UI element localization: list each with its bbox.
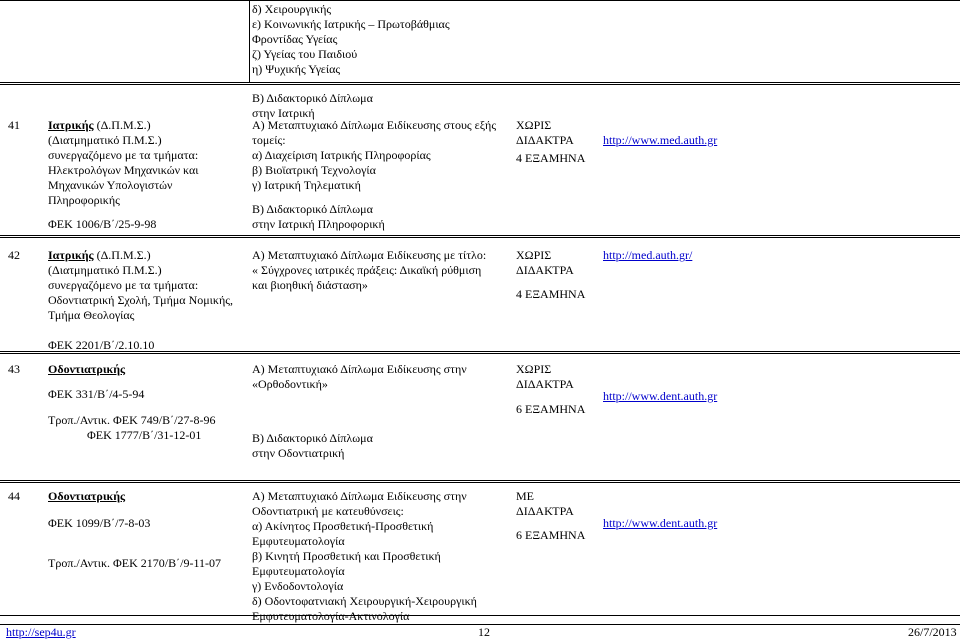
dept-suffix: (Δ.Π.Μ.Σ.) [93,248,151,262]
program-line: α) Διαχείριση Ιατρικής Πληροφορίας [252,148,431,162]
fek-line: ΦΕΚ 2201/Β΄/2.10.10 [48,338,155,352]
dept-cell [48,248,233,353]
dept-line: (Διατμηματικό Π.Μ.Σ.) [48,133,162,147]
dept-line: Μηχανικών Υπολογιστών [48,178,173,192]
dept-cell [48,118,199,232]
col-divider [249,0,250,82]
fees-line: ΔΙΔΑΚΤΡΑ [516,504,574,518]
dept-line: (Διατμηματικό Π.Μ.Σ.) [48,263,162,277]
fek-line: ΦΕΚ 331/Β΄/4-5-94 [48,387,145,401]
dept-line: Τμήμα Θεολογίας [48,308,135,322]
dept-cell [48,489,221,571]
row-number: 41 [8,118,20,132]
dept-line: Οδοντιατρική Σχολή, Τμήμα Νομικής, [48,293,233,307]
program-line: γ) Ενδοδοντολογία [252,579,344,593]
row-divider [0,82,960,83]
row-divider [0,84,960,85]
program-cell [252,489,477,624]
dept-title: Ιατρικής [48,248,94,262]
dept-title: Οδοντιατρικής [48,489,126,503]
program-line: Α) Μεταπτυχιακό Δίπλωμα Ειδίκευσης στην [252,362,467,376]
program-line: και βιοηθική διάσταση» [252,278,368,292]
fees-line: ΧΩΡΙΣ [516,118,552,132]
program-line: τομείς: [252,133,286,147]
dept-title: Ιατρικής [48,118,94,132]
top-fragment [252,2,450,121]
program-cell [252,362,467,461]
fees-cell [516,248,585,302]
fees-line: 4 ΕΞΑΜΗΝΑ [516,287,586,301]
row-number: 43 [8,362,20,376]
top-line: ε) Κοινωνικής Ιατρικής – Πρωτοβάθμιας [252,17,450,31]
program-line: Εμφυτευματολογία-Ακτινολογία [252,609,410,623]
dept-url-link[interactable]: http://med.auth.gr/ [603,248,693,262]
fees-cell [516,362,585,417]
footer-site-link[interactable]: http://sep4u.gr [6,625,76,639]
fees-cell [516,118,585,166]
program-line: «Ορθοδοντική» [252,377,328,391]
fek-line: ΦΕΚ 1777/Β΄/31-12-01 [87,428,202,442]
row-number: 44 [8,489,20,503]
program-line: Β) Διδακτορικό Δίπλωμα [252,202,373,216]
program-line: στην Οδοντιατρική [252,446,345,460]
fek-line: Τροπ./Αντικ. ΦΕΚ 2170/Β΄/9-11-07 [48,556,221,570]
dept-line: Ηλεκτρολόγων Μηχανικών και [48,163,199,177]
row-divider [0,235,960,236]
top-line: στην Ιατρική [252,106,315,120]
top-line: Φροντίδας Υγείας [252,32,338,46]
dept-url-link[interactable]: http://www.dent.auth.gr [603,516,718,530]
dept-line: συνεργαζόμενο με τα τμήματα: [48,148,199,162]
dept-line: Πληροφορικής [48,193,120,207]
top-line: Β) Διδακτορικό Δίπλωμα [252,91,373,105]
row-divider [0,482,960,483]
program-line: στην Ιατρική Πληροφορική [252,217,385,231]
fek-line: Τροπ./Αντικ. ΦΕΚ 749/Β΄/27-8-96 [48,413,216,427]
fees-line: ΧΩΡΙΣ [516,248,552,262]
program-line: α) Ακίνητος Προσθετική-Προσθετική [252,519,434,533]
program-line: Εμφυτευματολογία [252,534,345,548]
program-line: γ) Ιατρική Τηλεματική [252,178,361,192]
page-number: 12 [478,625,490,639]
fees-line: ΧΩΡΙΣ [516,362,552,376]
dept-suffix: (Δ.Π.Μ.Σ.) [93,118,151,132]
program-line: Εμφυτευματολογία [252,564,345,578]
top-border [0,0,960,1]
dept-title: Οδοντιατρικής [48,362,126,376]
dept-url-link[interactable]: http://www.med.auth.gr [603,133,718,147]
dept-url-link[interactable]: http://www.dent.auth.gr [603,389,718,403]
fees-line: 6 ΕΞΑΜΗΝΑ [516,402,586,416]
program-cell [252,118,496,232]
row-divider [0,237,960,238]
fees-cell [516,489,585,543]
program-cell [252,248,486,293]
program-line: Α) Μεταπτυχιακό Δίπλωμα Ειδίκευσης στην [252,489,467,503]
fek-line: ΦΕΚ 1006/Β΄/25-9-98 [48,217,157,231]
fees-line: 4 ΕΞΑΜΗΝΑ [516,151,586,165]
program-line: Β) Διδακτορικό Δίπλωμα [252,431,373,445]
program-line: Α) Μεταπτυχιακό Δίπλωμα Ειδίκευσης με τίτλο: [252,248,487,262]
fees-line: 6 ΕΞΑΜΗΝΑ [516,528,586,542]
fees-line: ΜΕ [516,489,534,503]
program-line: Α) Μεταπτυχιακό Δίπλωμα Ειδίκευσης στους εξής [252,118,497,132]
program-line: β) Βιοϊατρική Τεχνολογία [252,163,376,177]
fees-line: ΔΙΔΑΚΤΡΑ [516,133,574,147]
top-line: ζ) Υγείας του Παιδιού [252,47,358,61]
fees-line: ΔΙΔΑΚΤΡΑ [516,377,574,391]
row-divider [0,353,960,354]
dept-line: συνεργαζόμενο με τα τμήματα: [48,278,199,292]
fek-line: ΦΕΚ 1099/Β΄/7-8-03 [48,516,151,530]
row-number: 42 [8,248,20,262]
top-line: δ) Χειρουργικής [252,2,332,16]
program-line: β) Κινητή Προσθετική και Προσθετική [252,549,441,563]
bottom-border [0,615,960,616]
program-line: « Σύγχρονες ιατρικές πράξεις: Δικαϊκή ρύθμιση [252,263,482,277]
dept-cell [48,362,215,443]
fees-line: ΔΙΔΑΚΤΡΑ [516,263,574,277]
footer-date: 26/7/2013 [908,625,957,639]
row-divider [0,480,960,481]
top-line: η) Ψυχικής Υγείας [252,62,341,76]
program-line: δ) Οδοντοφατνιακή Χειρουργική-Χειρουργική [252,594,477,608]
program-line: Οδοντιατρική με κατευθύνσεις: [252,504,404,518]
